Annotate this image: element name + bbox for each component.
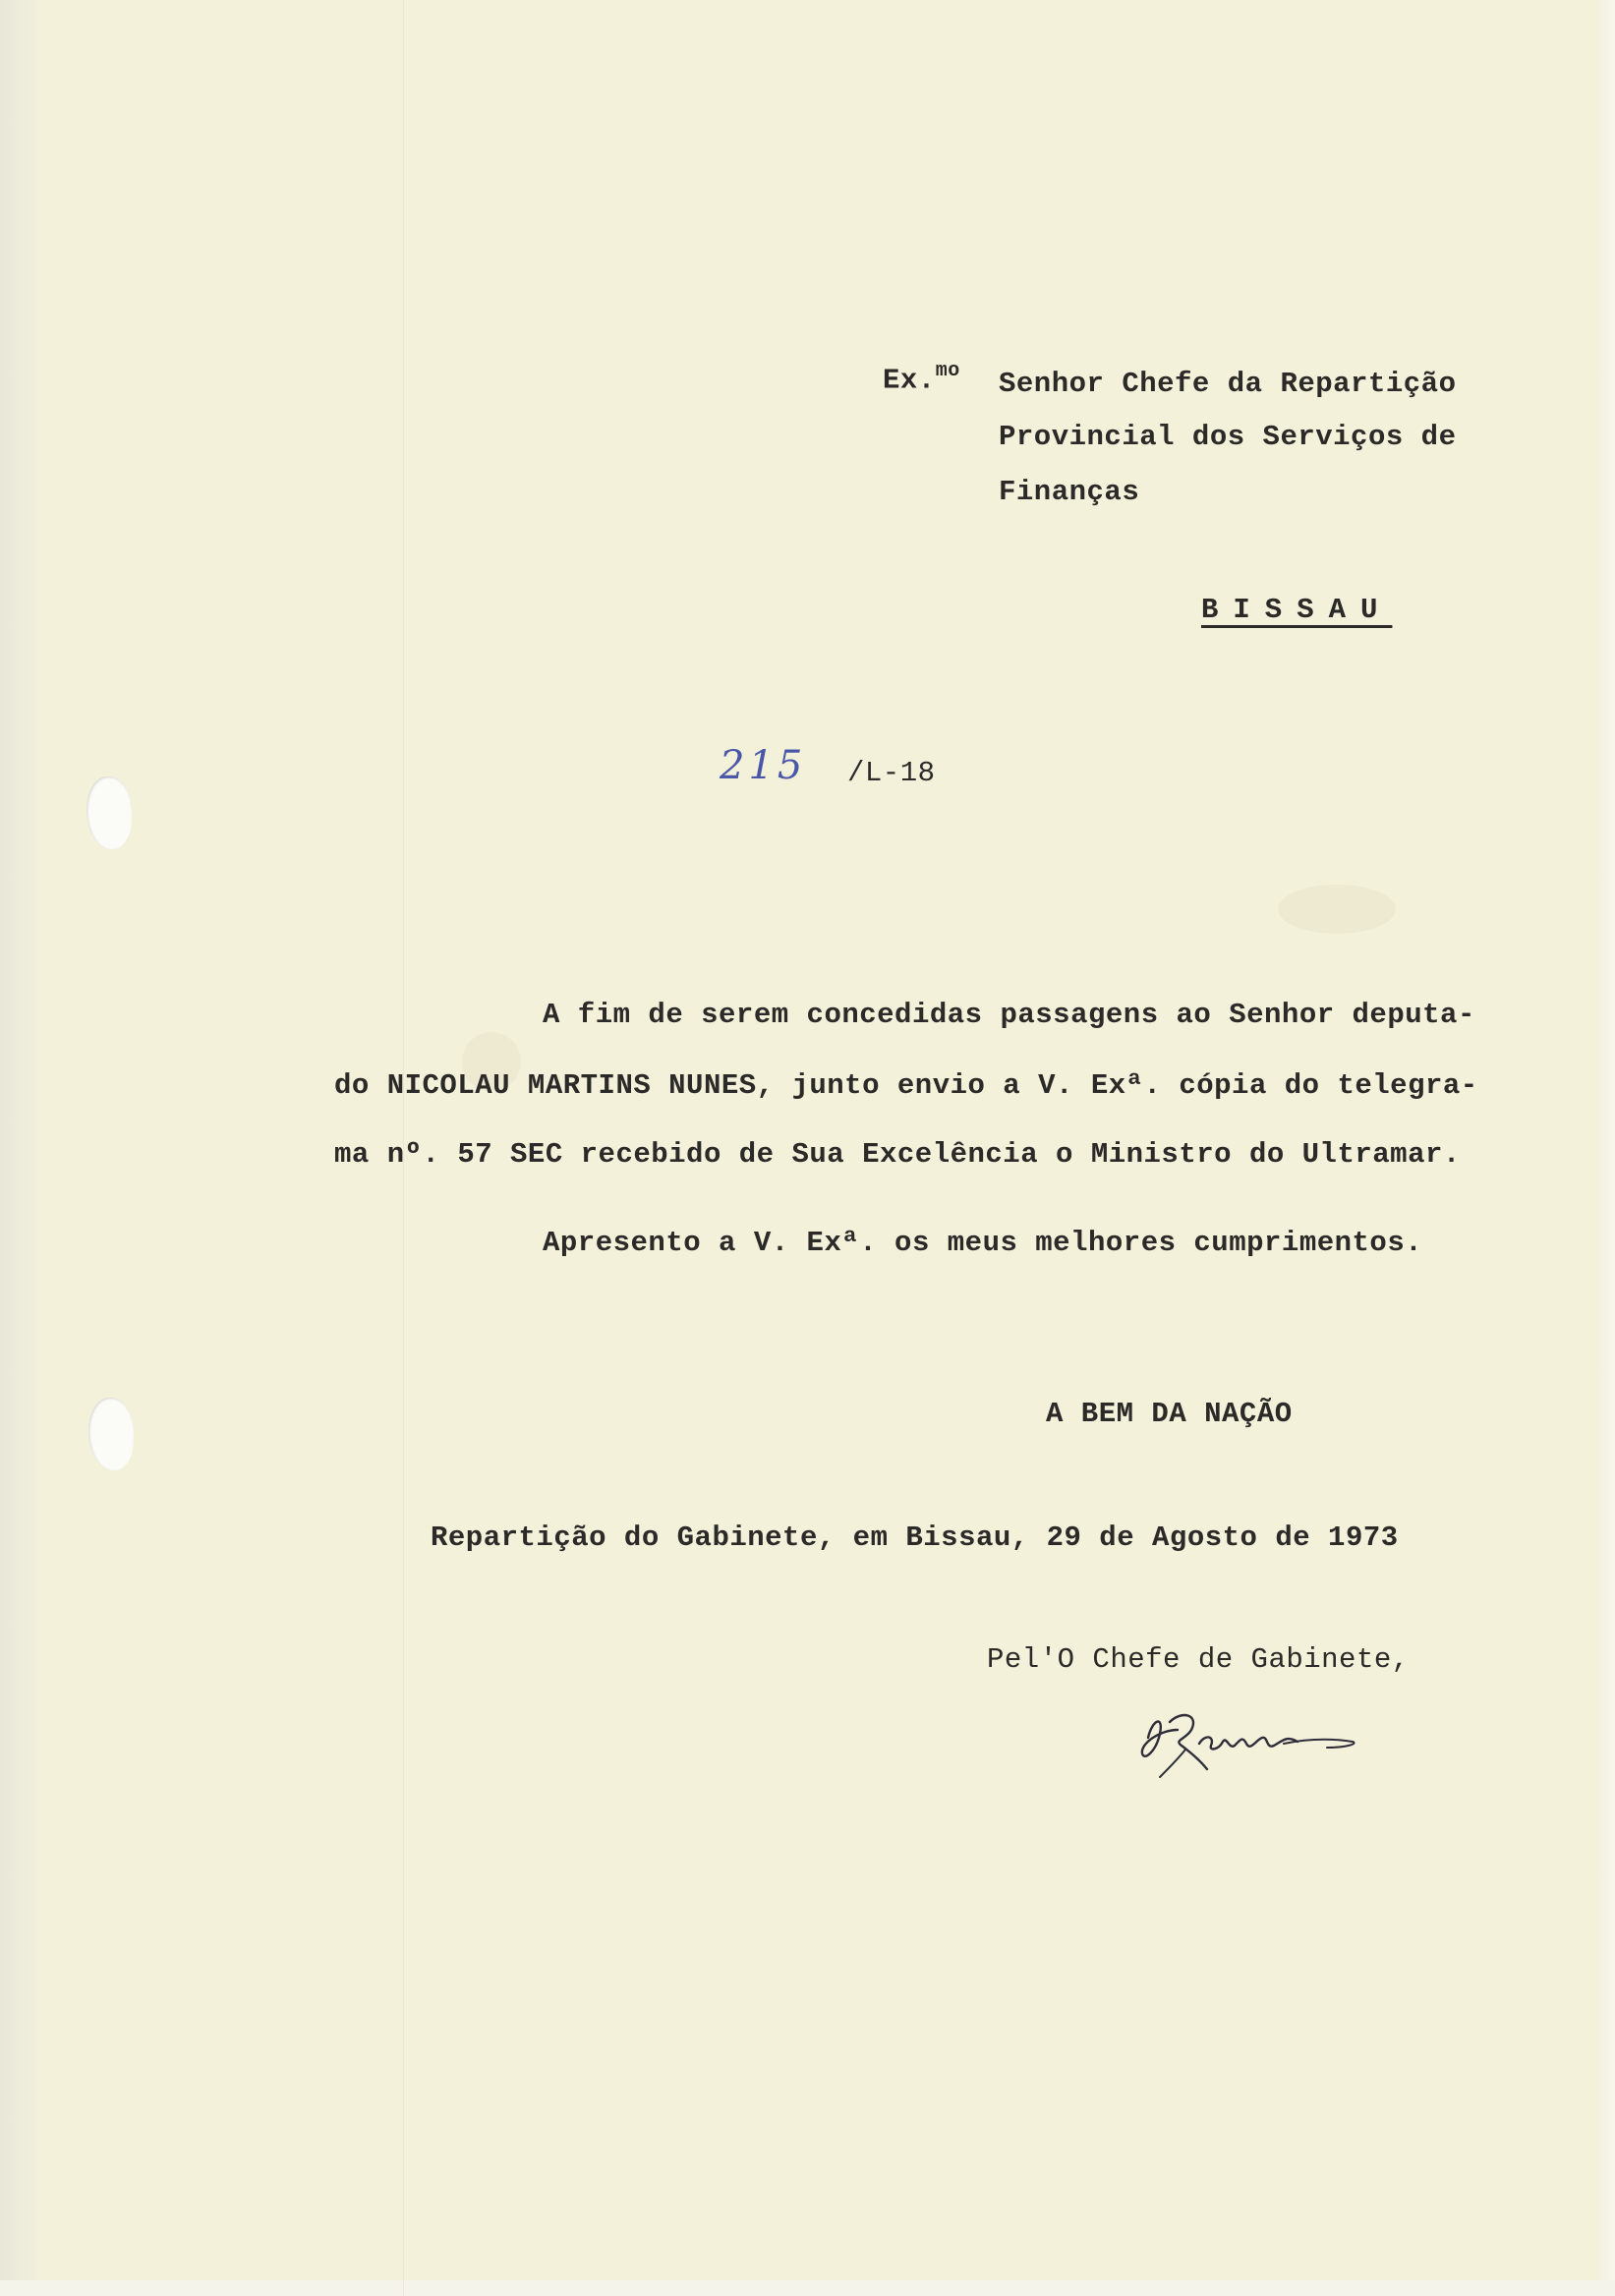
- handwritten-reference-number: 215: [720, 743, 807, 788]
- punch-hole-top: [87, 776, 132, 849]
- body-line-2: do NICOLAU MARTINS NUNES, junto envio a V. Exª. cópia do telegra-: [334, 1069, 1478, 1102]
- body-line-3: ma nº. 57 SEC recebido de Sua Excelência o Ministro do Ultramar.: [334, 1138, 1461, 1171]
- body-line-4: Apresento a V. Exª. os meus melhores cumprimentos.: [543, 1227, 1423, 1259]
- scan-right-edge: [1597, 0, 1615, 2296]
- paper-stain: [1278, 885, 1396, 934]
- scan-left-shadow: [0, 0, 37, 2296]
- addressee-salutation-superscript: mo: [935, 360, 960, 382]
- closing-formula: A BEM DA NAÇÃO: [1046, 1398, 1293, 1430]
- handwritten-signature: [1130, 1700, 1366, 1789]
- punch-hole-bottom: [88, 1398, 134, 1470]
- scan-bottom-edge: [0, 2280, 1615, 2296]
- addressee-line-2: Provincial dos Serviços de: [999, 421, 1457, 453]
- addressee-line-3: Finanças: [999, 476, 1140, 508]
- destination-city: BISSAU: [1201, 594, 1393, 626]
- body-line-1: A fim de serem concedidas passagens ao Senhor deputa-: [543, 999, 1475, 1031]
- addressee-salutation: Ex.$^{mo}$: [883, 360, 960, 397]
- signoff-title: Pel'O Chefe de Gabinete,: [987, 1643, 1410, 1676]
- addressee-line-1: Senhor Chefe da Repartição: [999, 368, 1457, 400]
- typed-reference-code: /L-18: [847, 757, 936, 789]
- place-and-date-line: Repartição do Gabinete, em Bissau, 29 de Agosto de 1973: [431, 1521, 1399, 1554]
